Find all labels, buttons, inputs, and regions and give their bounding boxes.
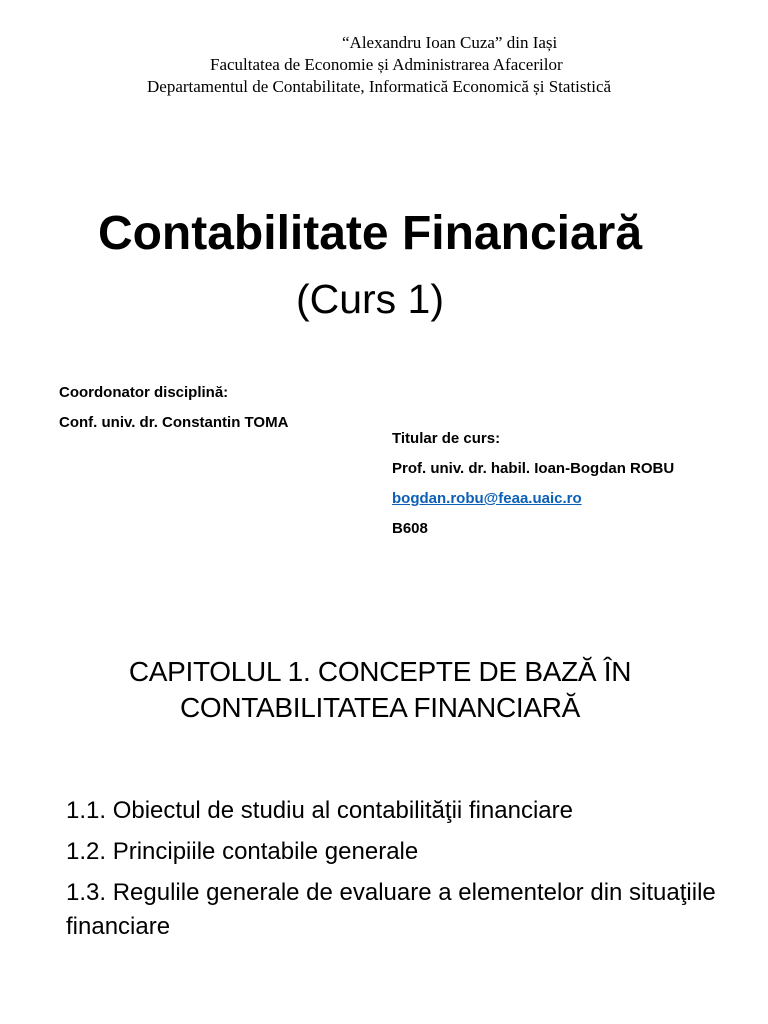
titular-email-link[interactable]: bogdan.robu@feaa.uaic.ro xyxy=(392,490,582,507)
coordinator-label: Coordonator disciplină: xyxy=(59,384,229,401)
course-title: Contabilitate Financiară xyxy=(97,207,643,260)
faculty-name: Facultatea de Economie și Administrarea Afacerilor xyxy=(210,55,563,74)
titular-block xyxy=(392,424,674,544)
topic-item: 1.2. Principiile contabile generale xyxy=(66,838,419,865)
university-name: “Alexandru Ioan Cuza” din Iași xyxy=(342,33,558,52)
chapter-heading-line-2: CONTABILITATEA FINANCIARĂ xyxy=(179,692,581,723)
topic-list xyxy=(66,794,756,951)
titular-room: B608 xyxy=(392,520,428,537)
topic-item: 1.1. Obiectul de studiu al contabilităţii financiare xyxy=(66,797,573,824)
department-name: Departamentul de Contabilitate, Informatică Economică și Statistică xyxy=(147,77,612,96)
topic-item: 1.3. Regulile generale de evaluare a elementelor din situaţiile financiare xyxy=(66,879,716,940)
titular-label: Titular de curs: xyxy=(392,430,501,447)
chapter-heading-line-1: CAPITOLUL 1. CONCEPTE DE BAZĂ ÎN xyxy=(128,656,632,687)
coordinator-block xyxy=(59,378,288,438)
chapter-heading xyxy=(0,654,760,726)
coordinator-name: Conf. univ. dr. Constantin TOMA xyxy=(59,414,289,431)
titular-name: Prof. univ. dr. habil. Ioan-Bogdan ROBU xyxy=(392,460,675,477)
course-subtitle: (Curs 1) xyxy=(295,276,445,322)
